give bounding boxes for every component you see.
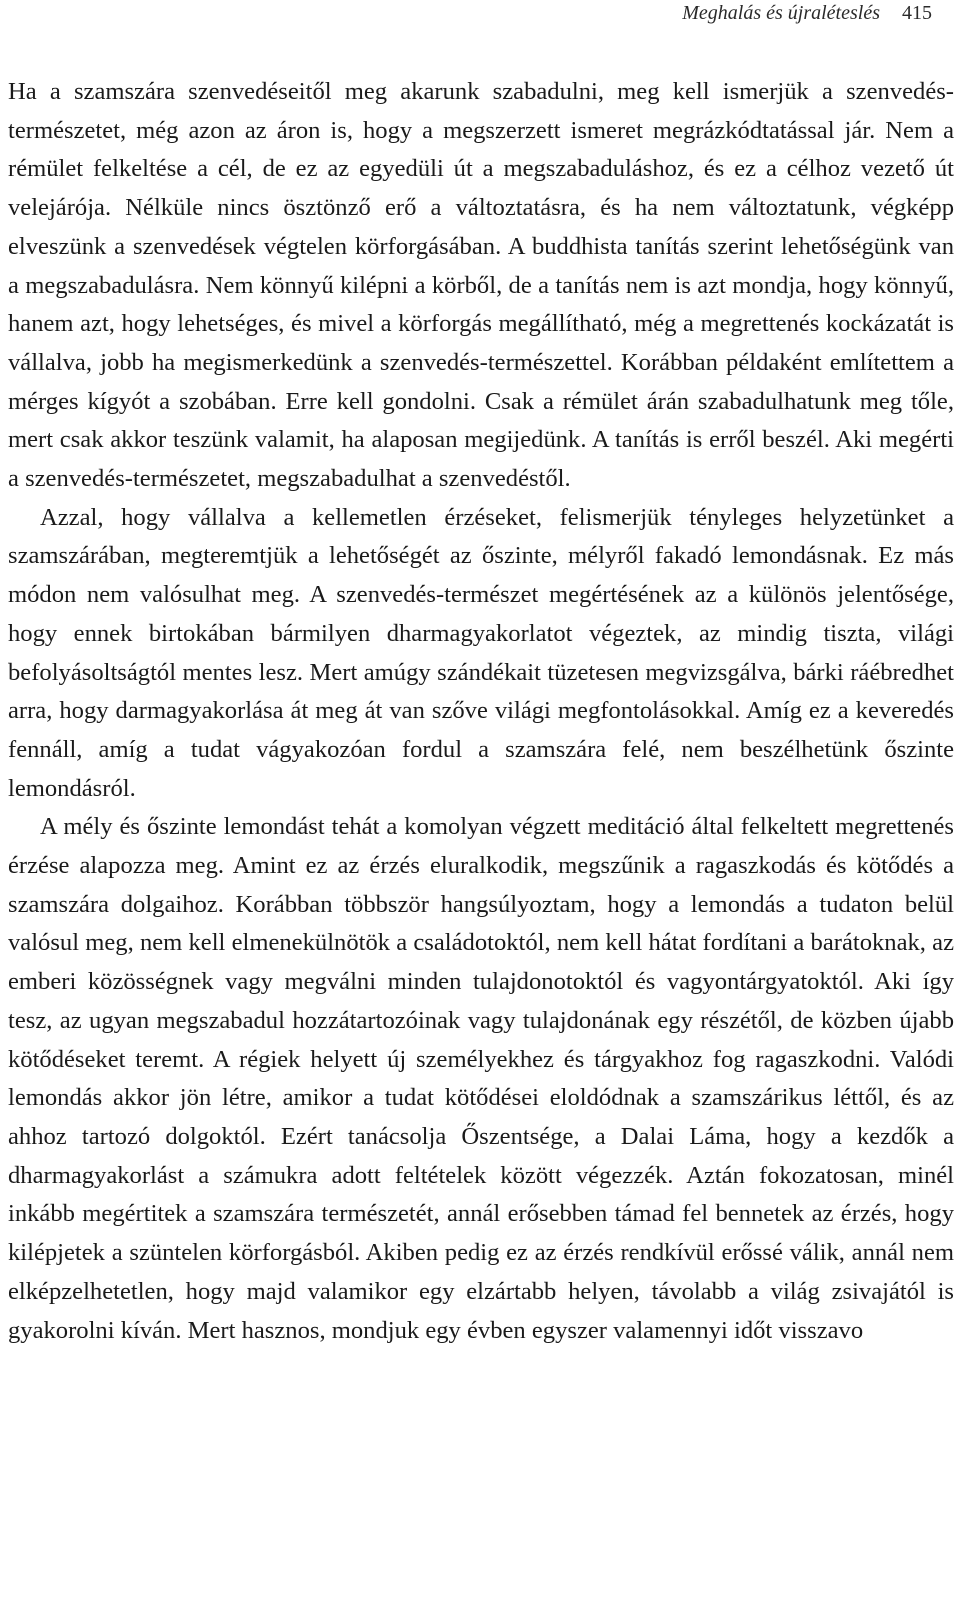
running-header <box>682 0 932 30</box>
paragraph: A mély és őszinte lemondást tehát a komolyan végzett meditáció által felkeltett megrettenés érzése alapozza meg. Amint ez az érzés eluralkodik, megszűnik a ragaszkodás és kötődés a szamszára dolgaihoz. Korábban többször hangsúlyoztam, hogy a lemondás a tudaton belül valósul meg, nem kell elmenekülnötök a családotoktól, nem kell hátat fordítani a barátoknak, az emberi közösségnek vagy megválni minden tulajdonotoktól és vagyontárgyatoktól. Aki így tesz, az ugyan megszabadul hozzátartozóinak vagy tulajdonának egy részétől, de közben újabb kötődéseket teremt. A régiek helyett új személyekhez és tárgyakhoz fog ragaszkodni. Valódi lemondás akkor jön létre, amikor a tudat kötődései eloldódnak a szamszárikus léttől, és az ahhoz tartozó dolgoktól. Ezért tanácsolja Őszentsége, a Dalai Láma, hogy a kezdők a dharmagyakorlást a számukra adott feltételek között végezzék. Aztán fokozatosan, minél inkább megértitek a szamszára természetét, annál erősebben támad fel bennetek az érzés, hogy kilépjetek a szüntelen körforgásból. Akiben pedig ez az érzés rendkívül erőssé válik, annál nem elképzelhetetlen, hogy majd valamikor egy elzártabb helyen, távolabb a világ zsivajától is gyakorolni kíván. Mert hasznos, mondjuk egy évben egyszer valamennyi időt visszavo <box>8 813 954 1344</box>
page-body <box>8 73 954 1350</box>
running-title: Meghalás és újraléteslés <box>682 2 880 24</box>
paragraph: Azzal, hogy vállalva a kellemetlen érzéseket, felismerjük tényleges helyzetünket a szamszárában, megteremtjük a lehetőségét az őszinte, mélyről fakadó lemondásnak. Ez más módon nem valósulhat meg. A szenvedés-természet megértésének az a különös jelentősége, hogy ennek birtokában bármilyen dharmagyakorlatot végeztek, az mindig tiszta, világi befolyásoltságtól mentes lesz. Mert amúgy szándékait tüzetesen megvizsgálva, bárki ráébredhet arra, hogy darmagyakorlása át meg át van szőve világi megfontolásokkal. Amíg ez a keveredés fennáll, amíg a tudat vágyakozóan fordul a szamszára felé, nem beszélhetünk őszinte lemondásról. <box>8 503 954 802</box>
page-number: 415 <box>902 2 932 24</box>
paragraph: Ha a szamszára szenvedéseitől meg akarunk szabadulni, meg kell ismerjük a szenvedés-természetet, még azon az áron is, hogy a megszerzett ismeret megrázkódtatással jár. Nem a rémület felkeltése a cél, de ez az egyedüli út a megszabaduláshoz, és ez a célhoz vezető út velejárója. Nélküle nincs ösztönző erő a változtatásra, és ha nem változtatunk, végképp elveszünk a szenvedések végtelen körforgásában. A buddhista tanítás szerint lehetőségünk van a megszabadulásra. Nem könnyű kilépni a körből, de a tanítás nem is azt mondja, hogy könnyű, hanem azt, hogy lehetséges, és mivel a körforgás megállítható, még a megrettenés kockázatát is vállalva, jobb ha megismerkedünk a szenvedés-természettel. Korábban példaként említettem a mérges kígyót a szobában. Erre kell gondolni. Csak a rémület árán szabadulhatunk meg tőle, mert csak akkor teszünk valamit, ha alaposan megijedünk. A tanítás is erről beszél. Aki megérti a szenvedés-természetet, megszabadulhat a szenvedéstől. <box>8 78 954 493</box>
